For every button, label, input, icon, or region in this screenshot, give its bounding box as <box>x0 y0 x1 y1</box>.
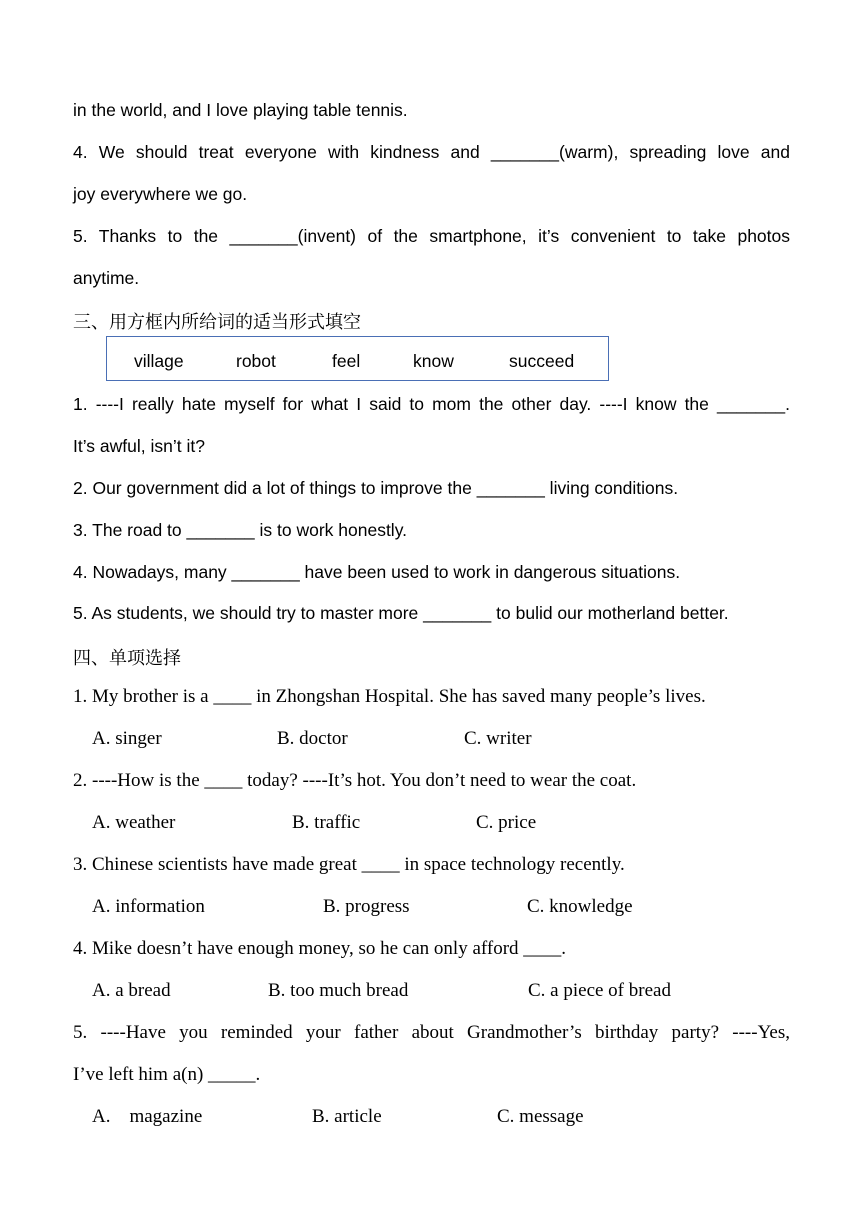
mc-question-3-options <box>0 896 860 920</box>
section-3-heading: 三、用方框内所给词的适当形式填空 <box>73 312 361 333</box>
question-5-line2: anytime. <box>73 268 140 288</box>
mc-question-5-line1: 5. ----Have you reminded your father about Grandmother’s birthday party? ----Yes, <box>73 1022 790 1043</box>
s3-question-1-line1: 1. ----I really hate myself for what I said to mom the other day. ----I know the _______. <box>73 394 790 414</box>
section-4-heading: 四、单项选择 <box>73 648 181 669</box>
mc-question-3-stem: 3. Chinese scientists have made great ____ in space technology recently. <box>73 854 625 875</box>
word-bank-item: feel <box>332 351 361 371</box>
question-4-line2: joy everywhere we go. <box>73 184 248 204</box>
mc-question-5-line2: I’ve left him a(n) _____. <box>73 1064 261 1085</box>
question-5-line1: 5. Thanks to the _______(invent) of the smartphone, it’s convenient to take photos <box>73 226 790 246</box>
option-b[interactable]: B. too much bread <box>268 980 409 1001</box>
s3-question-4: 4. Nowadays, many _______ have been used to work in dangerous situations. <box>73 562 681 582</box>
option-b[interactable]: B. progress <box>323 896 410 917</box>
word-box <box>106 336 609 381</box>
word-bank-item: robot <box>236 351 276 371</box>
mc-question-1-stem: 1. My brother is a ____ in Zhongshan Hospital. She has saved many people’s lives. <box>73 686 706 707</box>
word-bank-item: succeed <box>509 351 575 371</box>
option-c[interactable]: C. writer <box>464 728 532 749</box>
option-c[interactable]: C. message <box>497 1106 584 1127</box>
option-b[interactable]: B. article <box>312 1106 382 1127</box>
option-a[interactable]: A. weather <box>92 812 176 833</box>
question-4-line1: 4. We should treat everyone with kindness and _______(warm), spreading love and <box>73 142 790 162</box>
option-a[interactable]: A. information <box>92 896 205 917</box>
s3-question-5: 5. As students, we should try to master more _______ to bulid our motherland better. <box>73 603 729 623</box>
text-line: in the world, and I love playing table tennis. <box>73 100 408 120</box>
s3-question-3: 3. The road to _______ is to work honestly. <box>73 520 408 540</box>
option-b[interactable]: B. traffic <box>292 812 361 833</box>
mc-question-1-options <box>0 728 860 752</box>
option-a[interactable]: A. magazine <box>92 1106 203 1127</box>
option-c[interactable]: C. knowledge <box>527 896 633 917</box>
mc-question-5-options <box>0 1106 860 1130</box>
mc-question-2-options <box>0 812 860 836</box>
option-b[interactable]: B. doctor <box>277 728 348 749</box>
mc-question-2-stem: 2. ----How is the ____ today? ----It’s hot. You don’t need to wear the coat. <box>73 770 637 791</box>
word-bank-item: village <box>134 351 184 371</box>
mc-question-4-options <box>0 980 860 1004</box>
s3-question-1-line2: It’s awful, isn’t it? <box>73 436 205 456</box>
s3-question-2: 2. Our government did a lot of things to improve the _______ living conditions. <box>73 478 679 498</box>
option-a[interactable]: A. singer <box>92 728 162 749</box>
option-c[interactable]: C. a piece of bread <box>528 980 671 1001</box>
mc-question-4-stem: 4. Mike doesn’t have enough money, so he can only afford ____. <box>73 938 567 959</box>
option-c[interactable]: C. price <box>476 812 537 833</box>
option-a[interactable]: A. a bread <box>92 980 171 1001</box>
word-bank-item: know <box>413 351 454 371</box>
